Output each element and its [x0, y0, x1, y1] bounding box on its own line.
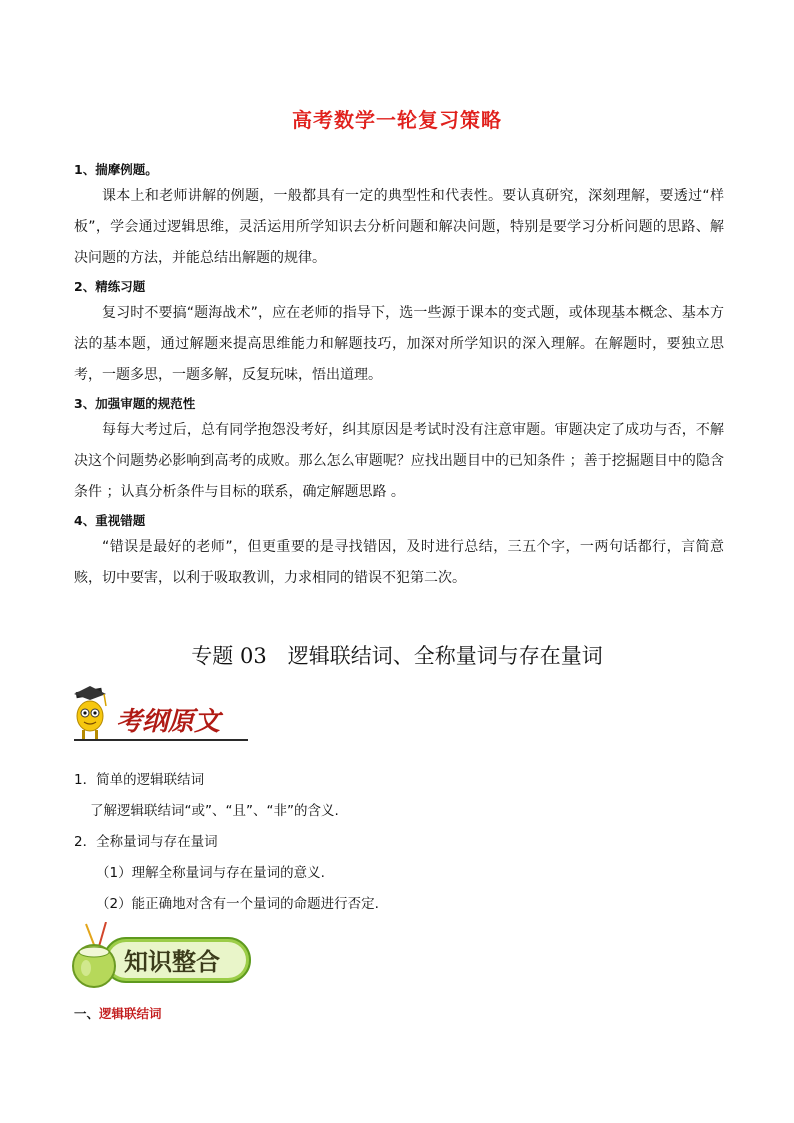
outline-banner-graphic: [66, 684, 256, 748]
mascot-icon: [74, 686, 106, 739]
knowledge-banner: [66, 922, 256, 992]
coconut-drink-icon: [73, 922, 115, 987]
section-2-heading: 2、精练习题: [74, 279, 146, 294]
section-4-body: “错误是最好的老师”，但更重要的是寻找错因，及时进行总结，三五个字，一两句话都行，言简意赅，切中要害，以利于吸取教训，力求相同的错误不犯第二次。: [74, 539, 724, 586]
sub-heading: [74, 1004, 162, 1022]
section-3-body: 每每大考过后，总有同学抱怨没考好，纠其原因是考试时没有注意审题。审题决定了成功与否，不解决这个问题势必影响到高考的成败。那么怎么审题呢？应找出题目中的已知条件 ；善于挖掘题目中的隐含条件 ；认真分析条件与目标的联系，确定解题思路 。: [74, 422, 724, 500]
section-4-heading: 4、重视错题: [74, 513, 146, 528]
knowledge-banner-graphic: [66, 922, 256, 992]
topic-title: 专题 03 逻辑联结词、全称量词与存在量词: [191, 644, 603, 668]
section-1-body: 课本上和老师讲解的例题，一般都具有一定的典型性和代表性。要认真研究，深刻理解，要透过“样板”，学会通过逻辑思维，灵活运用所学知识去分析问题和解决问题，特别是要学习分析问题的思路、解决问题的方法，并能总结出解题的规律。: [74, 188, 724, 266]
sub-heading-number: 一、: [74, 1006, 100, 1021]
section-1-heading: 1、揣摩例题。: [74, 162, 158, 177]
page-title: 高考数学一轮复习策略: [292, 108, 502, 132]
section-3-heading: 3、加强审题的规范性: [74, 396, 196, 411]
sub-heading-text: 逻辑联结词: [99, 1006, 162, 1021]
knowledge-banner-label: 知识整合: [124, 947, 220, 976]
outline-item-2: 了解逻辑联结词“或”、“且”、“非”的含义.: [90, 803, 339, 819]
outline-banner: [66, 684, 256, 748]
outline-item-5: （2）能正确地对含有一个量词的命题进行否定.: [96, 896, 379, 912]
outline-banner-label: 考纲原文: [116, 707, 221, 737]
outline-item-1: 1．简单的逻辑联结词: [74, 772, 205, 788]
section-2-body: 复习时不要搞“题海战术”，应在老师的指导下，选一些源于课本的变式题，或体现基本概念、基本方法的基本题，通过解题来提高思维能力和解题技巧，加深对所学知识的深入理解。在解题时，要独立思考，一题多思，一题多解，反复玩味，悟出道理。: [74, 305, 724, 383]
outline-item-4: （1）理解全称量词与存在量词的意义.: [96, 865, 325, 881]
outline-item-3: 2．全称量词与存在量词: [74, 834, 218, 850]
